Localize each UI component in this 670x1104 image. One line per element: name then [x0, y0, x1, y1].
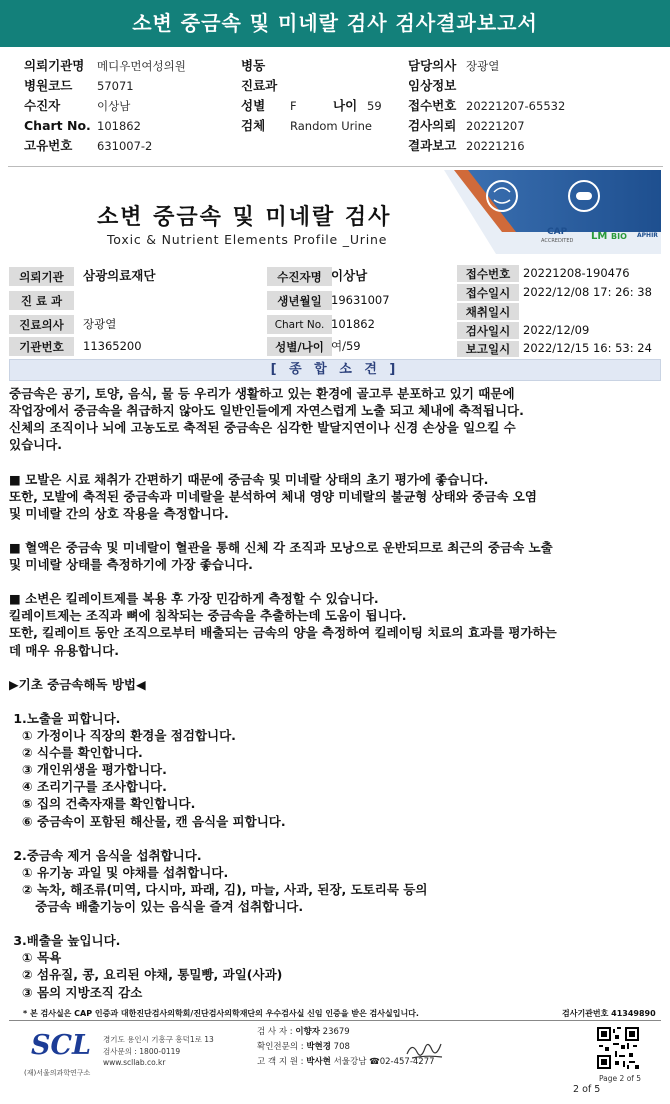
cap-logo: CAP [547, 227, 568, 237]
summary-line: ③ 몸의 지방조직 감소 [9, 984, 143, 1000]
info-label: 병원코드 [24, 78, 73, 93]
staff-tester [257, 1025, 350, 1037]
summary-header: [ 종 합 소 견 ] [9, 359, 661, 381]
patient-label: Chart No. [267, 314, 332, 334]
staff-specialist [257, 1040, 350, 1052]
info-value: F [290, 99, 297, 113]
summary-line: 및 미네랄 간의 상호 작용을 측정합니다. [9, 505, 229, 521]
summary-line: ② 녹차, 해조류(미역, 다시마, 파래, 김), 마늘, 사과, 된장, 도토리묵 등의 [9, 881, 428, 897]
info-label: 병동 [241, 58, 266, 73]
summary-line: ■ 소변은 킬레이트제를 복용 후 가장 민감하게 측정할 수 있습니다. [9, 591, 379, 607]
signature-image [404, 1038, 448, 1062]
info-value: 57071 [97, 79, 134, 93]
patient-value: 20221208-190476 [523, 266, 630, 280]
summary-line: 신체의 조직이나 뇌에 고농도로 축적된 중금속은 심각한 발달지연이나 신경 손상을 일으킬 수 [9, 420, 516, 436]
summary-line: ② 식수를 확인합니다. [9, 745, 143, 761]
info-value: 631007-2 [97, 139, 153, 153]
section-divider [8, 166, 663, 167]
patient-label: 진료의사 [9, 314, 74, 334]
summary-line: ③ 개인위생을 평가합니다. [9, 762, 167, 778]
staff-role: 검 사 자 : [257, 1027, 293, 1037]
summary-line: 있습니다. [9, 437, 63, 453]
patient-value: 이상남 [331, 268, 368, 283]
summary-line: ■ 모발은 시료 채취가 간편하기 때문에 중금속 및 미네랄 상태의 초기 평가에 좋습니다. [9, 471, 489, 487]
info-label: 담당의사 [408, 58, 457, 73]
page-number-small: Page 2 of 5 [599, 1074, 642, 1083]
patient-label: 의뢰기관 [9, 266, 74, 286]
patient-value: 삼광의료재단 [83, 268, 156, 283]
cap-accredited-text: ACCREDITED [541, 238, 574, 244]
qr-code-icon [597, 1027, 639, 1069]
page-indicator: 2 of 5 [573, 1084, 601, 1095]
patient-label: 기관번호 [9, 336, 74, 356]
summary-line: ② 섬유질, 콩, 요리된 야채, 통밀빵, 과일(사과) [9, 967, 283, 983]
info-label: 검사의뢰 [408, 118, 457, 133]
patient-value [75, 290, 265, 310]
footer-divider [9, 1020, 661, 1021]
info-value: 장광열 [466, 59, 500, 73]
patient-label: 진 료 과 [9, 290, 74, 310]
info-value: 20221216 [466, 139, 525, 153]
accreditation-logos [539, 227, 661, 251]
staff-extra: 서울강남 ☎02-457-4277 [333, 1057, 435, 1067]
summary-line: 3.배출을 높입니다. [9, 933, 121, 949]
lab-phone: 검사문의 : 1800-0119 [103, 1047, 181, 1056]
patient-table [9, 264, 661, 356]
staff-role: 확인전문의 : [257, 1042, 304, 1052]
summary-line: 1.노출을 피합니다. [9, 710, 121, 726]
summary-line: ① 유기농 과일 및 야채를 섭취합니다. [9, 864, 229, 880]
patient-label: 성별/나이 [267, 336, 332, 356]
info-label: 접수번호 [408, 98, 457, 113]
lab-address: 경기도 용인시 기흥구 흥덕1로 13 [103, 1035, 214, 1044]
patient-label: 생년월일 [267, 290, 332, 310]
patient-value: 2022/12/15 16: 53: 24 [523, 341, 652, 355]
info-label: 성별 [241, 98, 266, 113]
info-label: 진료과 [241, 78, 278, 93]
info-value: 메디우먼여성의원 [97, 59, 186, 73]
report-title-banner: 소변 중금속 및 미네랄 검사 검사결과보고서 [0, 0, 670, 47]
summary-line: 중금속은 공기, 토양, 음식, 물 등 우리가 생활하고 있는 환경에 골고루 분포하고 있기 때문에 [9, 386, 515, 401]
staff-role: 고 객 지 원 : [257, 1057, 304, 1067]
info-label: 나이 [333, 98, 358, 113]
patient-label: 채취일시 [457, 302, 519, 320]
lab-report-page [9, 170, 661, 1096]
info-row [0, 76, 670, 96]
summary-line: 및 미네랄 상태를 측정하기에 가장 좋습니다. [9, 557, 253, 572]
lab-website[interactable]: www.scllab.co.kr [103, 1058, 166, 1067]
summary-line: ④ 조리기구를 조사합니다. [9, 779, 167, 795]
summary-line: ① 가정이나 직장의 환경을 점검합니다. [9, 728, 236, 743]
patient-label: 접수일시 [457, 283, 519, 301]
patient-label: 수진자명 [267, 266, 332, 286]
patient-label: 접수번호 [457, 264, 519, 282]
summary-line: ① 목욕 [9, 950, 62, 966]
info-value: Random Urine [290, 119, 372, 133]
summary-line: 작업장에서 중금속을 취급하지 않아도 일반인들에게 자연스럽게 노출 되고 체내에 축적됩니다. [9, 403, 524, 419]
info-label: Chart No. [24, 118, 91, 133]
staff-name: 박현경 [306, 1042, 331, 1052]
info-value: 59 [367, 99, 382, 113]
lab-report-title: 소변 중금속 및 미네랄 검사 [97, 205, 392, 230]
summary-line: 중금속 배출기능이 있는 음식을 즐겨 섭취합니다. [9, 899, 304, 914]
summary-line: ⑤ 집의 건축자재를 확인합니다. [9, 796, 196, 812]
summary-line: 2.중금속 제거 음식을 섭취합니다. [9, 847, 202, 863]
summary-line: ▶기초 중금속해독 방법◀ [9, 676, 146, 692]
bio-logo: BIO [611, 232, 627, 241]
patient-value: 101862 [331, 317, 375, 331]
info-value: 101862 [97, 119, 141, 133]
patient-value: 2022/12/08 17: 26: 38 [523, 285, 652, 299]
certification-note: * 본 검사실은 CAP 인증과 대한진단검사의학회/진단검사의학재단의 우수검사실 신임 인증을 받은 검사실입니다. [23, 1009, 419, 1018]
info-value: 20221207 [466, 119, 525, 133]
info-label: 검체 [241, 118, 266, 133]
info-label: 임상정보 [408, 78, 457, 93]
staff-extra: 708 [333, 1042, 350, 1052]
staff-name: 박사현 [306, 1057, 331, 1067]
patient-value: 장광열 [83, 317, 117, 331]
info-value: 이상남 [97, 99, 131, 113]
summary-line: 데 매우 유용합니다. [9, 642, 120, 658]
patient-value: 19631007 [331, 293, 390, 307]
institution-number: 검사기관번호 41349890 [562, 1009, 656, 1018]
info-label: 의뢰기관명 [24, 58, 85, 73]
patient-value: 2022/12/09 [523, 323, 590, 337]
info-row [0, 136, 670, 156]
info-value: 20221207-65532 [466, 99, 566, 113]
staff-name: 이향자 [295, 1027, 320, 1037]
patient-label: 검사일시 [457, 321, 519, 339]
summary-line: ⑥ 중금속이 포함된 해산물, 캔 음식을 피합니다. [9, 813, 286, 829]
patient-value [515, 302, 661, 320]
lab-report-subtitle: Toxic & Nutrient Elements Profile _Urine [107, 232, 388, 247]
aphir-logo: APHIR [637, 232, 658, 239]
info-row [0, 56, 670, 76]
scl-logo: SCL [31, 1030, 91, 1061]
info-label: 고유번호 [24, 138, 73, 153]
info-label: 결과보고 [408, 138, 457, 153]
patient-value: 11365200 [83, 339, 142, 353]
summary-line: ■ 혈액은 중금속 및 미네랄이 혈관을 통해 신체 각 조직과 모낭으로 운반되므로 최근의 중금속 노출 [9, 539, 553, 555]
info-row [0, 116, 670, 136]
lm-logo: LM [591, 231, 608, 242]
scl-institute-name: (재)서울의과학연구소 [24, 1069, 91, 1077]
summary-line: 킬레이트제는 조직과 뼈에 침착되는 중금속을 추출하는데 도움이 됩니다. [9, 608, 407, 624]
patient-value: 여/59 [331, 339, 361, 353]
summary-line: 또한, 킬레이트 동안 조직으로부터 배출되는 금속의 양을 측정하여 킬레이팅 치료의 효과를 평가하는 [9, 625, 557, 641]
info-row [0, 96, 670, 116]
summary-line: 또한, 모발에 축적된 중금속과 미네랄을 분석하여 체내 영양 미네랄의 불균형 상태와 중금속 오염 [9, 488, 537, 504]
info-label: 수진자 [24, 98, 61, 113]
patient-label: 보고일시 [457, 340, 519, 357]
staff-extra: 23679 [322, 1027, 350, 1037]
